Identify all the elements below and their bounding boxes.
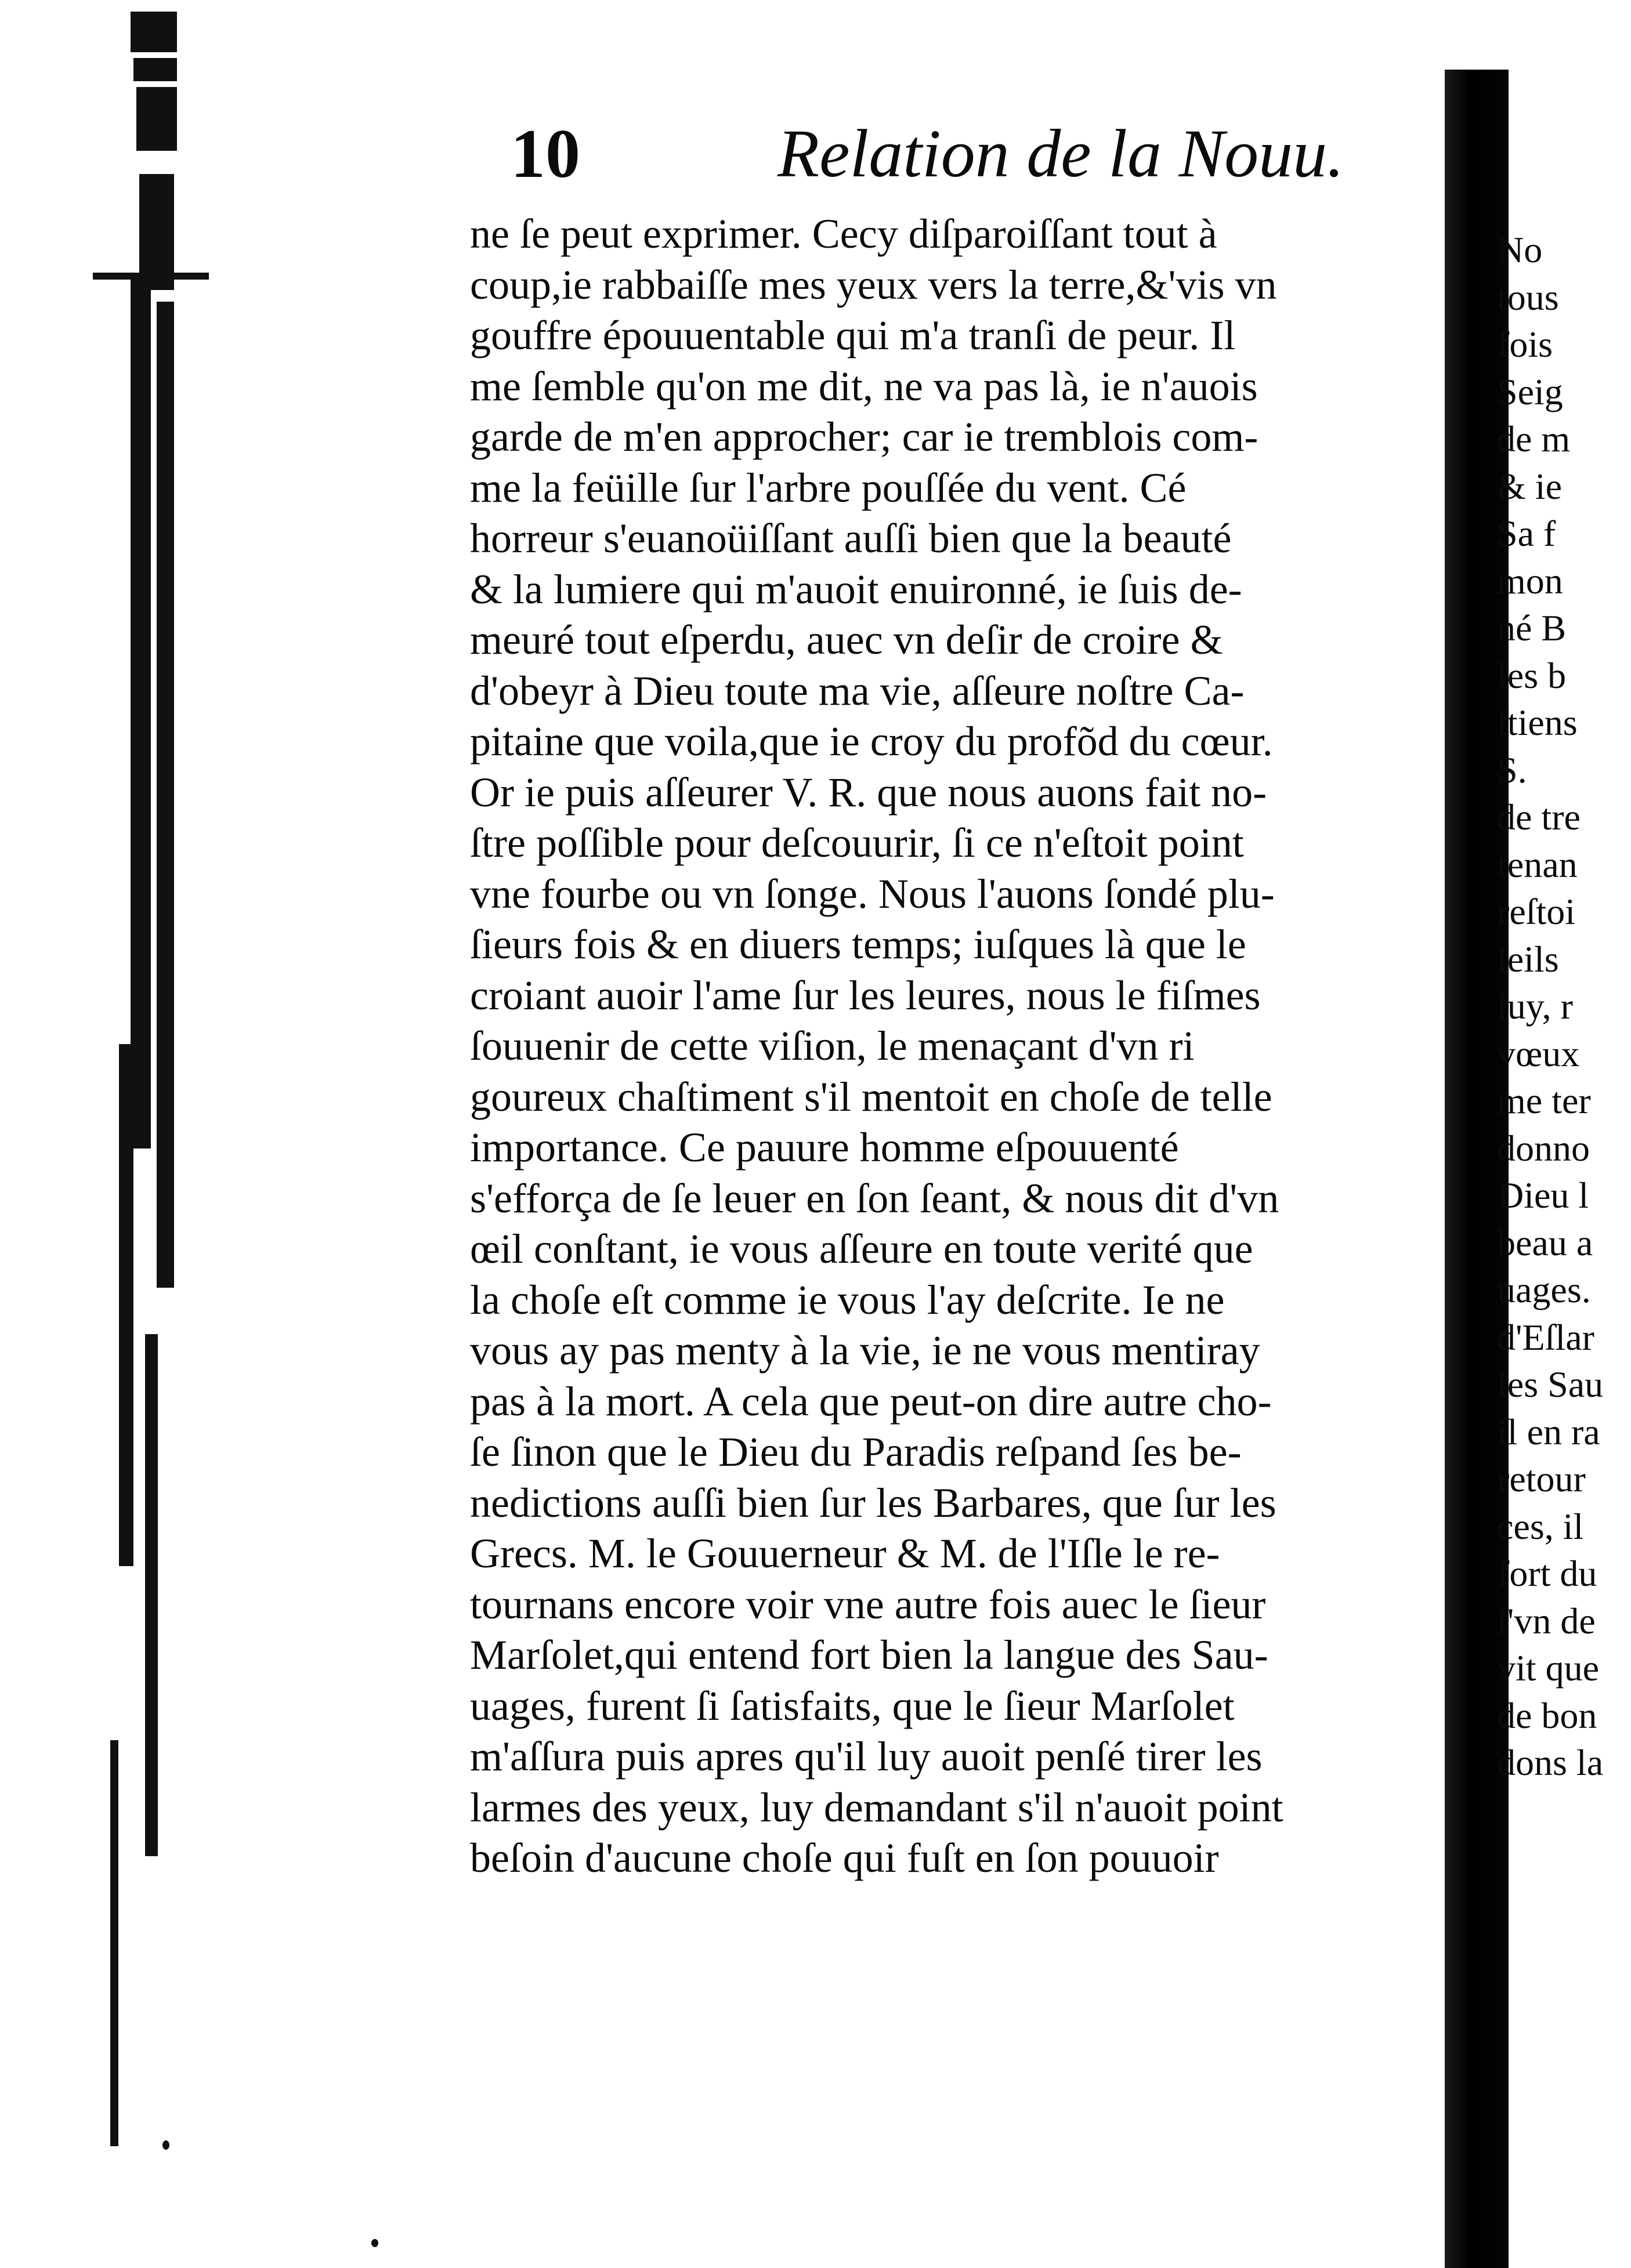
text-line: d'obeyr à Dieu toute ma vie, aſſeure noſtre Ca- bbox=[470, 667, 1245, 714]
ink-speck bbox=[371, 2239, 378, 2247]
facing-page-line: les b bbox=[1497, 654, 1567, 696]
text-line: ne ſe peut exprimer. Cecy diſparoiſſant tout à bbox=[470, 211, 1217, 257]
facing-page-line: Sa f bbox=[1497, 513, 1556, 554]
text-line: vous ay pas menty à la vie, ie ne vous mentiray bbox=[470, 1327, 1260, 1374]
text-line: beſoin d'aucune choſe qui fuſt en ſon pouuoir bbox=[470, 1835, 1219, 1881]
text-line: s'efforça de ſe leuer en ſon ſeant, & nous dit d'vn bbox=[470, 1175, 1279, 1222]
page-header bbox=[511, 107, 1344, 206]
text-line: ſieurs fois & en diuers temps; iuſques là que le bbox=[470, 921, 1246, 968]
facing-page-line: né B bbox=[1497, 607, 1567, 648]
facing-page-line: tenan bbox=[1497, 843, 1578, 885]
text-line: œil conſtant, ie vous aſſeure en toute verité que bbox=[470, 1226, 1253, 1272]
facing-page-line: vit que bbox=[1497, 1647, 1599, 1689]
text-line: goureux chaſtiment s'il mentoit en choſe de telle bbox=[470, 1073, 1272, 1120]
facing-page-fragment bbox=[1497, 226, 1631, 1787]
text-line: uages, furent ſi ſatisfaits, que le ſieur Marſolet bbox=[470, 1682, 1235, 1729]
facing-page-line: me ter bbox=[1497, 1080, 1591, 1121]
text-line: ſe ſinon que le Dieu du Paradis reſpand ſes be- bbox=[470, 1429, 1242, 1475]
facing-page-line: retour bbox=[1497, 1458, 1586, 1499]
facing-page-line: mon bbox=[1497, 560, 1563, 602]
facing-page-line: uages. bbox=[1497, 1269, 1591, 1310]
text-line: Or ie puis aſſeurer V. R. que nous auons fait no- bbox=[470, 769, 1267, 816]
facing-page-line: & ie bbox=[1497, 465, 1562, 507]
text-line: ſtre poſſible pour deſcouurir, ſi ce n'eſtoit point bbox=[470, 820, 1244, 866]
facing-page-line: de bon bbox=[1497, 1694, 1597, 1736]
facing-page-line: donno bbox=[1497, 1127, 1590, 1169]
facing-page-line: les Sau bbox=[1497, 1364, 1604, 1405]
text-line: meuré tout eſperdu, auec vn deſir de croire & bbox=[470, 617, 1223, 663]
text-line: ſouuenir de cette viſion, le menaçant d'vn ri bbox=[470, 1023, 1195, 1069]
ink-speck bbox=[162, 2140, 169, 2150]
facing-page-line: de tre bbox=[1497, 796, 1581, 838]
facing-page-line: tous bbox=[1497, 276, 1559, 318]
facing-page-line: S. bbox=[1497, 749, 1527, 791]
text-line: horreur s'euanoüiſſant auſſi bien que la beauté bbox=[470, 515, 1232, 561]
running-title: Relation de la Nouu. bbox=[777, 115, 1344, 191]
page-number: 10 bbox=[511, 115, 580, 192]
text-line: me la feüille ſur l'arbre pouſſée du vent. Cé bbox=[470, 464, 1187, 511]
text-line: larmes des yeux, luy demandant s'il n'auoit point bbox=[470, 1784, 1283, 1831]
text-line: Grecs. M. le Gouuerneur & M. de l'Iſle le re- bbox=[470, 1530, 1220, 1577]
book-spine-edge bbox=[0, 0, 191, 2268]
facing-page-line: reſtoi bbox=[1497, 891, 1576, 932]
facing-page-line: d'Eſlar bbox=[1497, 1316, 1594, 1358]
text-line: m'aſſura puis apres qu'il luy auoit penſé tirer les bbox=[470, 1733, 1263, 1780]
text-line: pas à la mort. A cela que peut-on dire autre cho- bbox=[470, 1378, 1272, 1425]
facing-page-line: No bbox=[1497, 229, 1543, 270]
text-line: me ſemble qu'on me dit, ne va pas là, ie n'auois bbox=[470, 363, 1258, 410]
text-line: tournans encore voir vne autre fois auec le ſieur bbox=[470, 1581, 1266, 1628]
facing-page-line: Dieu l bbox=[1497, 1175, 1589, 1216]
text-line: croiant auoir l'ame ſur les leures, nous le fiſmes bbox=[470, 972, 1261, 1019]
facing-page-line: beau a bbox=[1497, 1222, 1593, 1263]
text-line: vne fourbe ou vn ſonge. Nous l'auons ſondé plu- bbox=[470, 870, 1275, 917]
facing-page-line: il en ra bbox=[1497, 1411, 1600, 1452]
facing-page-line: fort du bbox=[1497, 1553, 1597, 1594]
facing-page-line: ces, il bbox=[1497, 1505, 1584, 1547]
text-line: nedictions auſſi bien ſur les Barbares, que ſur les bbox=[470, 1479, 1276, 1526]
facing-page-line: luy, r bbox=[1497, 986, 1573, 1027]
facing-page-line: ſeils bbox=[1497, 938, 1559, 980]
text-line: gouffre épouuentable qui m'a tranſi de peur. Il bbox=[470, 312, 1236, 358]
facing-page-line: de m bbox=[1497, 418, 1571, 459]
facing-page-line: fois bbox=[1497, 324, 1553, 365]
text-line: importance. Ce pauure homme eſpouuenté bbox=[470, 1124, 1179, 1171]
text-line: la choſe eſt comme ie vous l'ay deſcrite. Ie ne bbox=[470, 1276, 1225, 1323]
text-line: Marſolet,qui entend fort bien la langue des Sau- bbox=[470, 1632, 1268, 1678]
text-line: garde de m'en approcher; car ie tremblois com- bbox=[470, 414, 1258, 460]
facing-page-line: l'vn de bbox=[1497, 1600, 1596, 1642]
body-text bbox=[470, 209, 1456, 1884]
text-line: & la lumiere qui m'auoit enuironné, ie ſuis de- bbox=[470, 566, 1242, 613]
text-line: pitaine que voila,que ie croy du profõd du cœur. bbox=[470, 718, 1273, 765]
facing-page-line: ſtiens bbox=[1497, 702, 1578, 743]
facing-page-line: Seig bbox=[1497, 371, 1563, 412]
facing-page-line: dons la bbox=[1497, 1742, 1604, 1783]
text-line: coup,ie rabbaiſſe mes yeux vers la terre,&'vis vn bbox=[470, 261, 1277, 308]
facing-page-line: vœux bbox=[1497, 1032, 1580, 1074]
